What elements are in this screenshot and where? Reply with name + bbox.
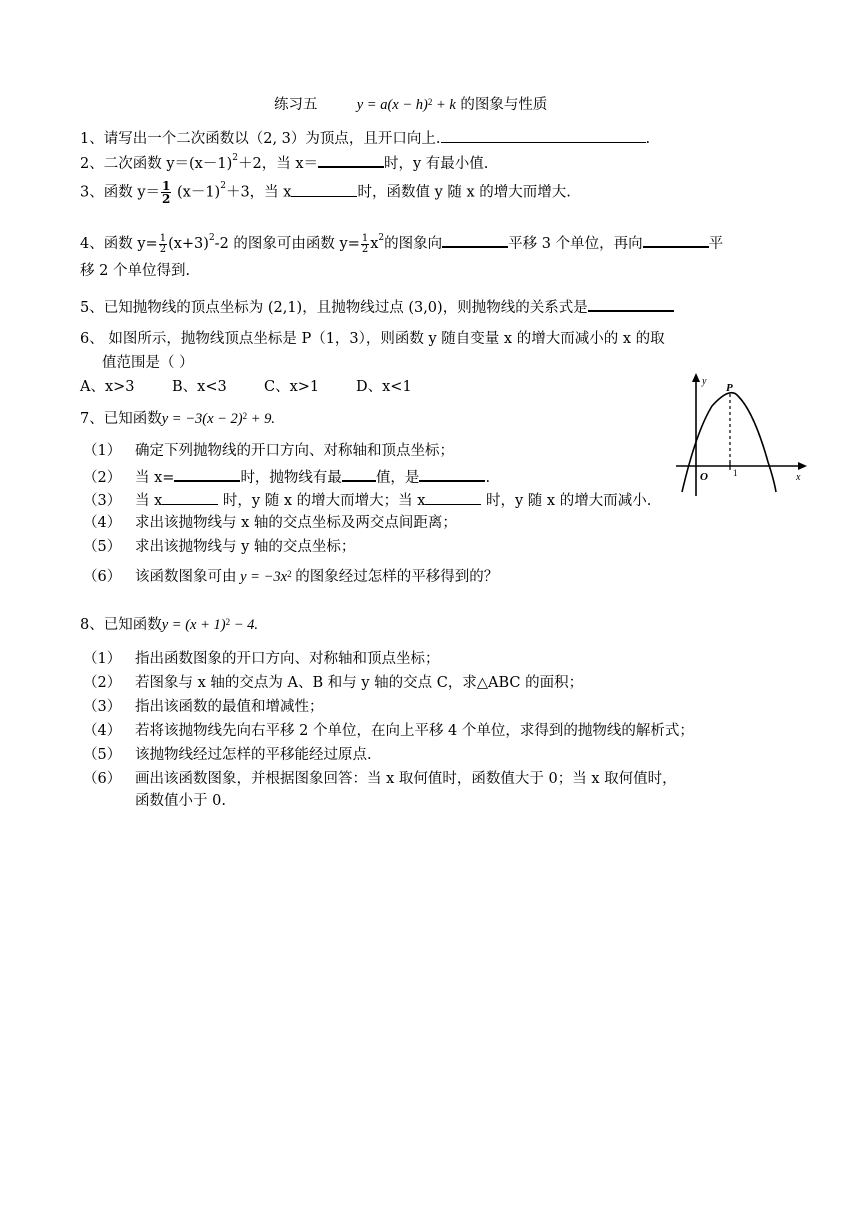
q8-item-4: （4） 若将该抛物线先向右平移 2 个单位，在向上平移 4 个单位，求得到的抛物线的解析式；	[83, 723, 694, 739]
answer-blank[interactable]	[318, 152, 384, 168]
q8-item-6-cont: 函数值小于 0.	[135, 793, 226, 809]
q8-formula: $y = (x + 1)^2 - 4$.	[161, 617, 259, 633]
choice-d[interactable]: D、x<1	[356, 379, 412, 395]
q8-item-6: （6） 画出该函数图象，并根据图象回答：当 x 取何值时，函数值大于 0；当 x 取何值时，	[83, 771, 677, 787]
choice-c[interactable]: C、x>1	[264, 379, 320, 395]
choice-b[interactable]: B、x<3	[172, 379, 227, 395]
q8-item-2: （2） 若图象与 x 轴的交点为 A、B 和与 y 轴的交点 C，求△ABC 的面积；	[83, 675, 584, 691]
q7-item-2: （2） 当 x= 时，抛物线有最 值，是 .	[83, 466, 490, 487]
question-2: 2、二次函数 $y=(x-1)^2+2$，当 x＝ 时，y 有最小值.	[80, 153, 489, 172]
vertex-label: P	[726, 382, 733, 394]
question-8: 8、已知函数$y = (x + 1)^2 - 4$.	[80, 617, 259, 633]
title-label: 练习五	[274, 97, 318, 113]
origin-label: O	[700, 471, 708, 483]
q7-item-1: （1） 确定下列抛物线的开口方向、对称轴和顶点坐标；	[83, 443, 454, 459]
answer-blank[interactable]	[425, 490, 481, 505]
q8-item-5: （5） 该抛物线经过怎样的平移能经过原点.	[83, 747, 372, 763]
q7-item-4: （4） 求出该抛物线与 x 轴的交点坐标及两交点间距离；	[83, 515, 457, 531]
q7-item-6-formula: $y = -3x^2$	[240, 569, 292, 585]
question-6: 6、 如图所示，抛物线顶点坐标是 P（1，3），则函数 y 随自变量 x 的增大而减小的 x 的取	[80, 331, 665, 347]
answer-blank[interactable]	[588, 296, 674, 312]
question-6-cont: 值范围是（ ）	[102, 355, 194, 371]
answer-blank[interactable]	[441, 128, 646, 143]
question-4: 4、函数 y= $\frac{1}{2}$ $(x+3)^2-2$ 的图象可由函数 y= $\frac{1}{2}$ $x^2$的图象向 平移 3 个单位，再向 平	[80, 232, 724, 255]
question-6-choices	[80, 378, 412, 396]
answer-blank[interactable]	[442, 232, 508, 248]
y-axis-label: y	[702, 376, 707, 387]
parabola-graph	[672, 372, 808, 498]
fraction: $\frac{1}{2}$	[361, 232, 369, 255]
question-5: 5、已知抛物线的顶点坐标为 (2,1)，且抛物线过点 (3,0)，则抛物线的关系式是	[80, 296, 674, 317]
fraction: $\frac{1}{2}$	[162, 179, 171, 206]
question-7: 7、已知函数$y = -3(x - 2)^2 + 9$.	[80, 411, 276, 427]
x-axis-label: x	[796, 472, 801, 483]
q7-item-5: （5） 求出该抛物线与 y 轴的交点坐标；	[83, 539, 356, 555]
answer-blank[interactable]	[643, 232, 709, 248]
x-axis-arrow	[798, 462, 807, 470]
answer-blank[interactable]	[342, 466, 376, 482]
q7-formula: $y = -3(x - 2)^2 + 9$.	[161, 411, 276, 427]
q7-item-6: （6） 该函数图象可由 $y = -3x^2$ 的图象经过怎样的平移得到的？	[83, 569, 499, 585]
q8-item-1: （1） 指出函数图象的开口方向、对称轴和顶点坐标；	[83, 651, 440, 667]
answer-blank[interactable]	[419, 466, 485, 482]
answer-blank[interactable]	[162, 490, 218, 505]
answer-blank[interactable]	[174, 466, 240, 482]
q8-item-3: （3） 指出该函数的最值和增减性；	[83, 699, 324, 715]
fraction: $\frac{1}{2}$	[159, 232, 167, 255]
answer-blank[interactable]	[291, 182, 357, 197]
title-suffix: 的图象与性质	[460, 97, 548, 113]
choice-a[interactable]: A、x>3	[80, 379, 135, 395]
page-title	[274, 96, 547, 114]
question-1: 1、请写出一个二次函数以（2, 3）为顶点，且开口向上. .	[80, 128, 650, 148]
tick-label: 1	[733, 468, 738, 478]
q7-item-3: （3） 当 x 时，y 随 x 的增大而增大；当 x 时，y 随 x 的增大而减小.	[83, 490, 651, 510]
question-3: 3、函数 y＝ $\frac{1}{2}$ $(x-1)^2+3$，当 x 时，函数值 y 随 x 的增大而增大.	[80, 179, 571, 206]
title-formula: $y = a(x - h)^2 + k$	[356, 97, 456, 113]
question-4-cont: 移 2 个单位得到.	[80, 263, 191, 279]
y-axis-arrow	[692, 373, 700, 382]
